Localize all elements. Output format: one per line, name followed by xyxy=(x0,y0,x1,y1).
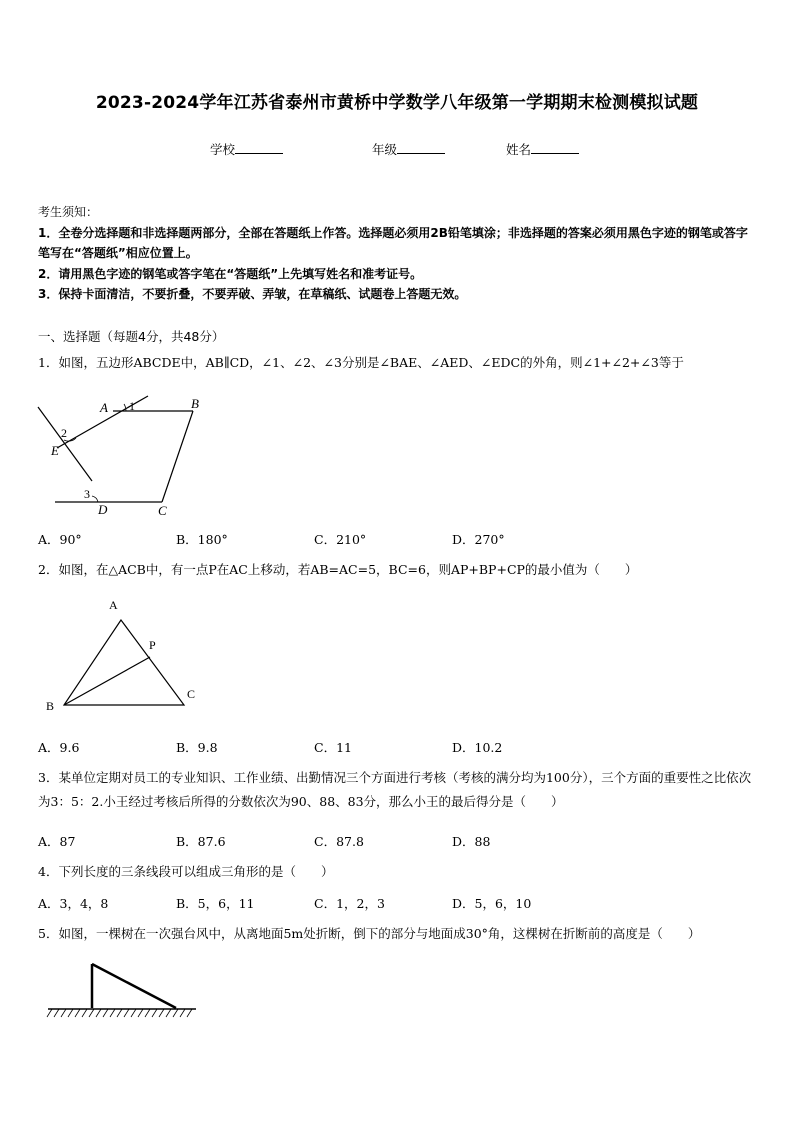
segment-bp xyxy=(64,657,150,705)
fallen-part xyxy=(92,964,176,1008)
grade-field xyxy=(372,140,445,158)
label-p: P xyxy=(149,638,156,652)
segment-bc xyxy=(162,411,193,502)
question-3-stem: 3．某单位定期对员工的专业知识、工作业绩、出勤情况三个方面进行考核（考核的满分均为100分），三个方面的重要性之比依次为3：5：2.小王经过考核后所得的分数依次为90、88、83分，那么小王的最后得分是（ ） xyxy=(38,770,752,809)
grade-label: 年级 xyxy=(372,142,398,157)
label-b: B xyxy=(46,699,55,713)
q3-option-a[interactable]: A．87 xyxy=(38,834,76,849)
question-5-figure xyxy=(44,958,204,1024)
triangle-acb xyxy=(64,620,184,705)
school-blank xyxy=(235,143,283,154)
question-1-figure xyxy=(30,392,220,522)
q1-option-b[interactable]: B．180° xyxy=(176,532,228,547)
label-3: 3 xyxy=(84,487,90,501)
q4-option-d[interactable]: D．5，6，10 xyxy=(452,896,532,911)
label-a: A xyxy=(109,598,118,612)
label-e: E xyxy=(51,443,59,458)
label-2: 2 xyxy=(61,426,67,440)
note-2: 2．请用黑色字迹的钢笔或答字笔在“答题纸”上先填写姓名和准考证号。 xyxy=(38,266,423,281)
question-1-stem: 1．如图，五边形ABCDE中，AB∥CD，∠1、∠2、∠3分别是∠BAE、∠AED、∠EDC的外角，则∠1+∠2+∠3等于 xyxy=(38,355,684,370)
question-4-stem: 4．下列长度的三条线段可以组成三角形的是（ ） xyxy=(38,864,334,879)
q1-option-d[interactable]: D．270° xyxy=(452,532,505,547)
q3-option-b[interactable]: B．87.6 xyxy=(176,834,226,849)
label-c: C xyxy=(158,503,167,518)
question-2-stem: 2．如图，在△ACB中，有一点P在AC上移动，若AB=AC=5，BC=6，则AP+BP+CP的最小值为（ ） xyxy=(38,562,638,577)
q1-option-a[interactable]: A．90° xyxy=(38,532,82,547)
question-5-stem: 5．如图，一棵树在一次强台风中，从离地面5m处折断，倒下的部分与地面成30°角，这棵树在折断前的高度是（ ） xyxy=(38,926,701,941)
q2-option-b[interactable]: B．9.8 xyxy=(176,740,218,755)
notes-heading: 考生须知： xyxy=(38,205,99,219)
q3-option-d[interactable]: D．88 xyxy=(452,834,491,849)
grade-blank xyxy=(397,143,445,154)
q2-option-a[interactable]: A．9.6 xyxy=(38,740,80,755)
ground-hatching xyxy=(47,1009,192,1017)
q1-option-c[interactable]: C．210° xyxy=(314,532,367,547)
label-1: 1 xyxy=(129,399,135,413)
name-field xyxy=(506,140,579,158)
question-2-figure xyxy=(40,596,210,718)
q4-option-c[interactable]: C．1，2，3 xyxy=(314,896,385,911)
page-title: 2023-2024学年江苏省泰州市黄桥中学数学八年级第一学期期末检测模拟试题 xyxy=(95,93,699,113)
school-label: 学校 xyxy=(210,142,236,157)
q3-option-c[interactable]: C．87.8 xyxy=(314,834,364,849)
label-c: C xyxy=(187,687,196,701)
label-d: D xyxy=(98,502,108,517)
name-label: 姓名 xyxy=(506,142,532,157)
exam-notes xyxy=(38,202,758,305)
label-b: B xyxy=(191,396,199,411)
q4-option-b[interactable]: B．5，6，11 xyxy=(176,896,255,911)
name-blank xyxy=(531,143,579,154)
q4-option-a[interactable]: A．3，4，8 xyxy=(38,896,109,911)
note-3: 3．保持卡面清洁，不要折叠，不要弄破、弄皱，在草稿纸、试题卷上答题无效。 xyxy=(38,287,467,301)
q2-option-d[interactable]: D．10.2 xyxy=(452,740,503,755)
school-field xyxy=(210,140,283,158)
section-title: 一、选择题（每题4分，共48分） xyxy=(38,329,225,344)
q2-option-c[interactable]: C．11 xyxy=(314,740,352,755)
label-a: A xyxy=(100,400,108,415)
note-1: 1．全卷分选择题和非选择题两部分，全部在答题纸上作答。选择题必须用2B铅笔填涂；非选择题的答案必须用黑色字迹的钢笔或答字笔写在“答题纸”相应位置上。 xyxy=(38,225,748,260)
